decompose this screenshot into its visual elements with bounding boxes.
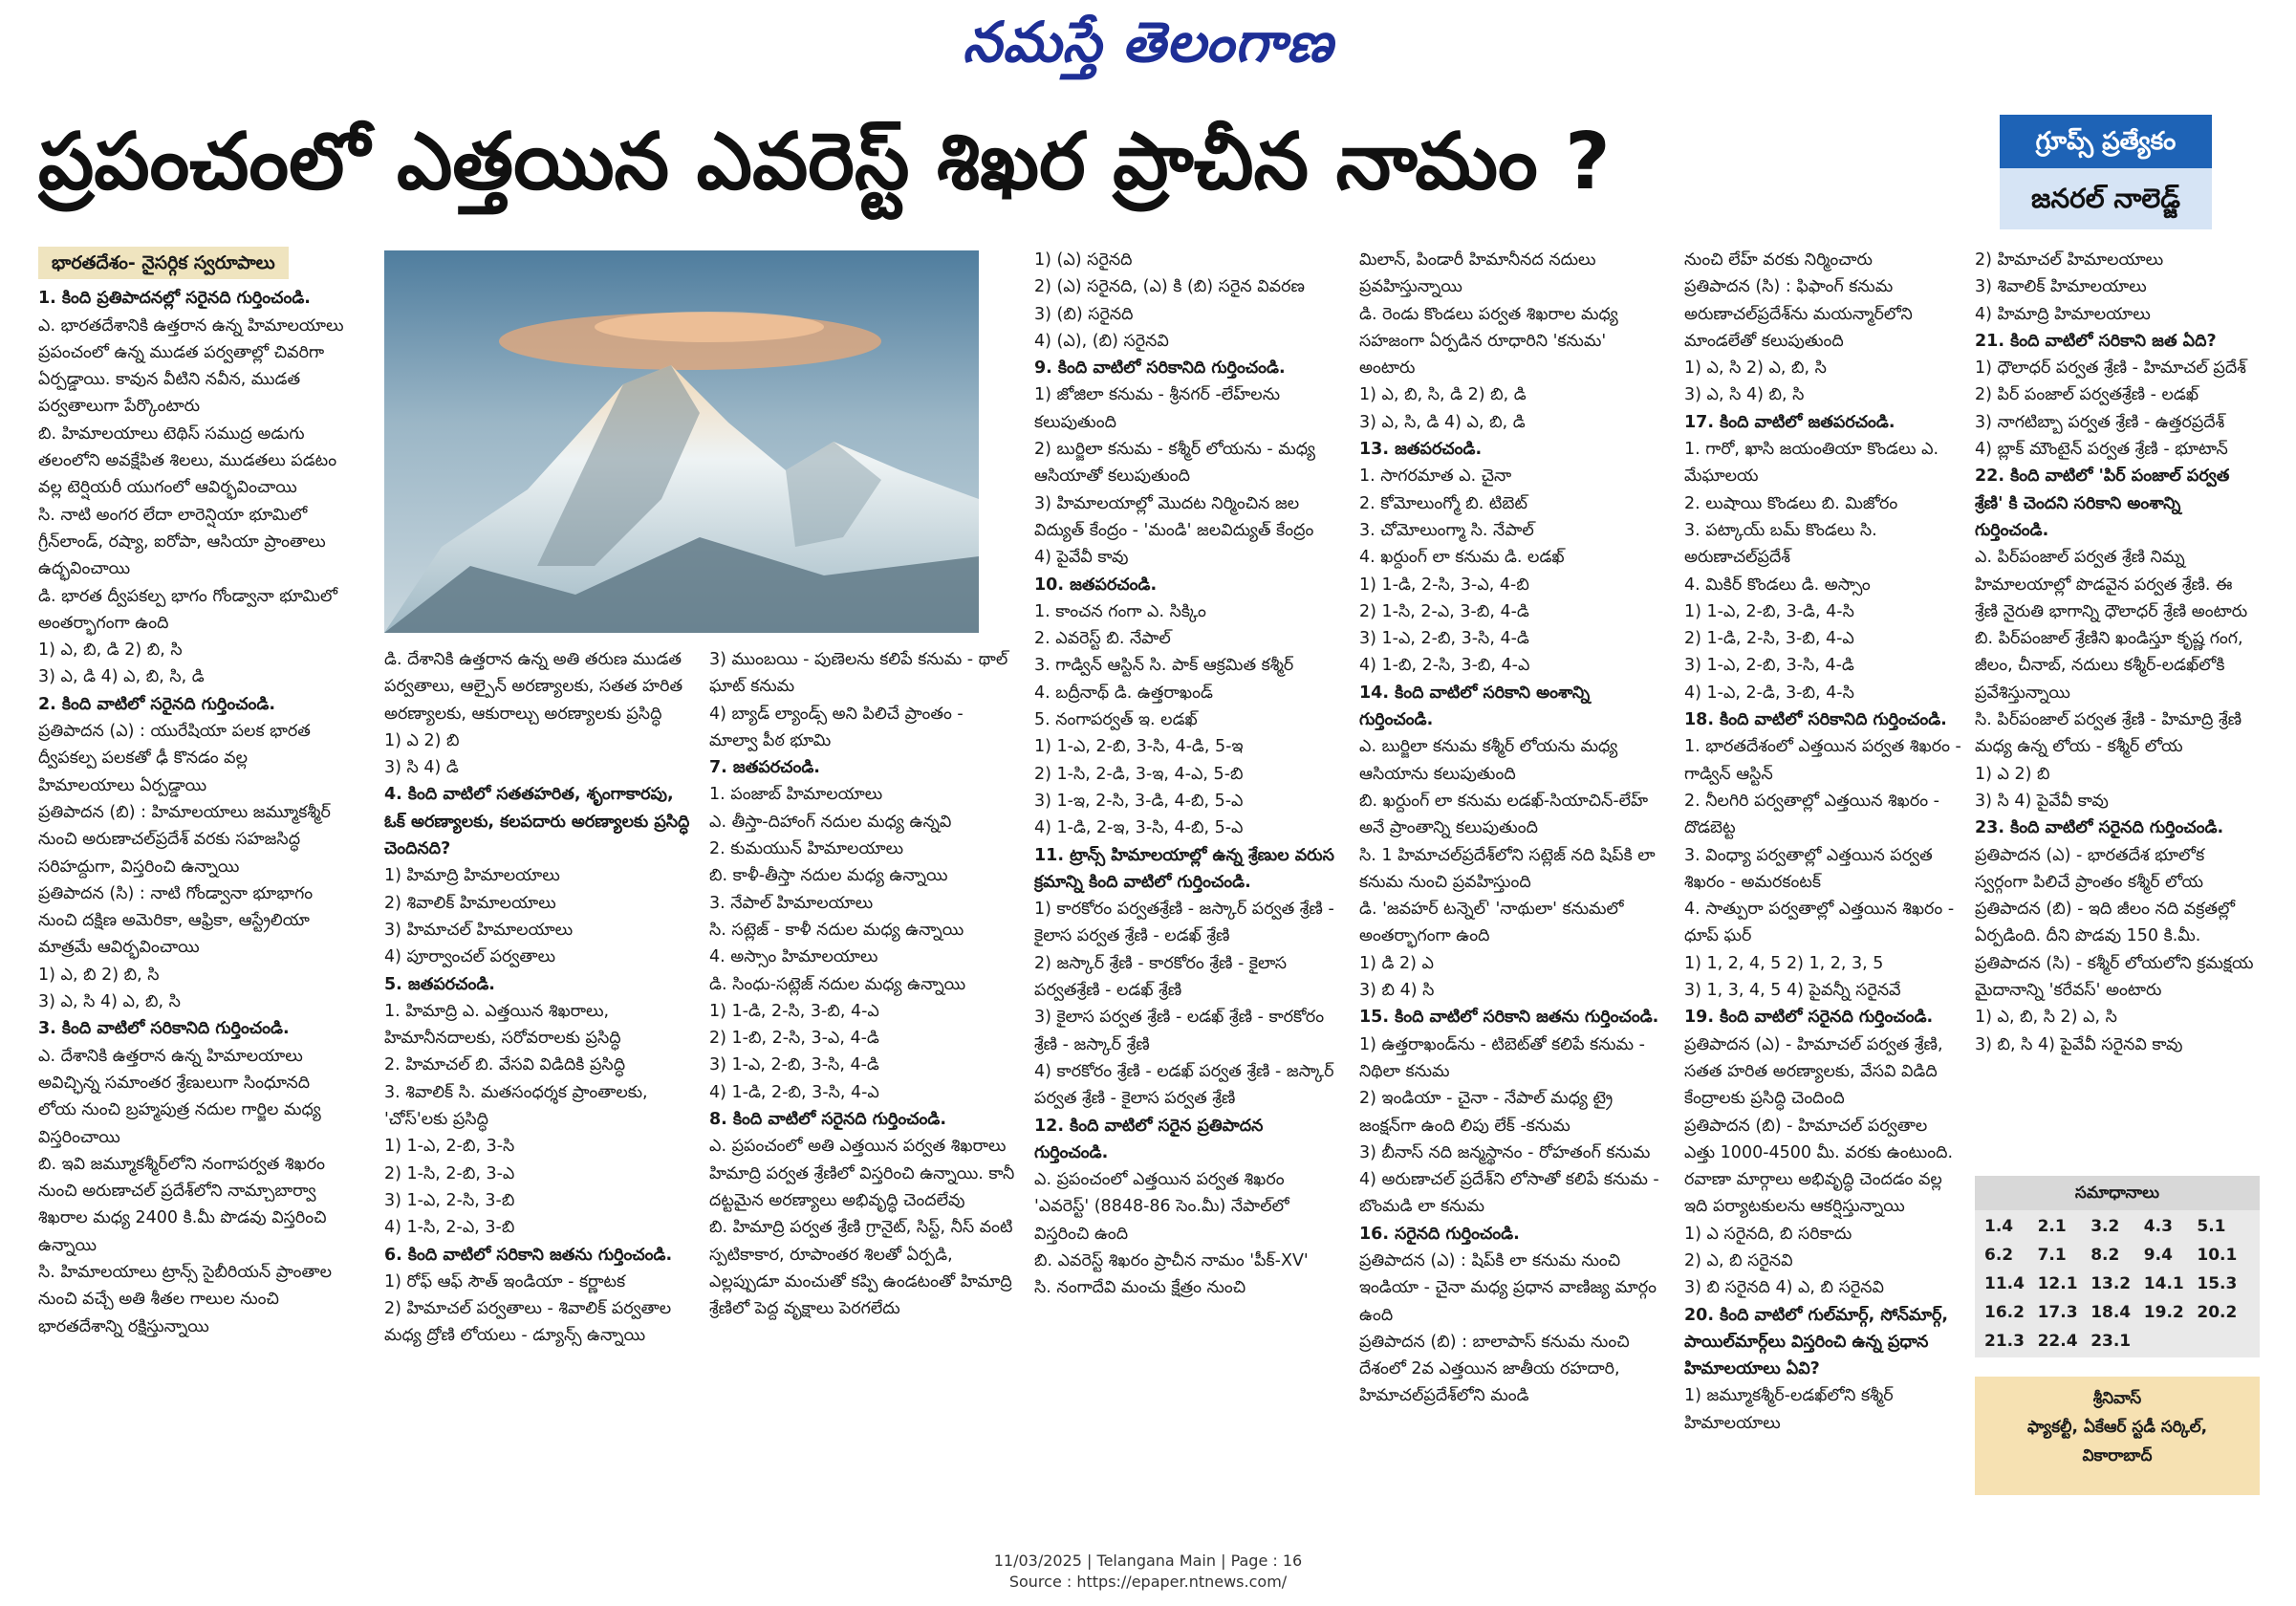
column-2 (384, 646, 690, 1537)
author-name: శ్రీనివాస్ (2092, 1389, 2142, 1408)
question-text: 1. కింది ప్రతిపాదనల్లో సరైనది గుర్తించండి. (38, 289, 311, 309)
answer-item: 15.3 (2197, 1274, 2238, 1293)
option-text: 1) జమ్మూకశ్మీర్-లడఖ్‌లోని కశ్మీర్ హిమాలయాలు (1684, 1386, 1894, 1433)
answer-item: 12.1 (2037, 1274, 2078, 1293)
option-text: బి. ఖర్దుంగ్ లా కనుమ లడఖ్-సియాచిన్-లేహ్ అనే ప్రాంతాన్ని కలుపుతుంది (1359, 791, 1649, 838)
question-text: 9. కింది వాటిలో సరికానిది గుర్తించండి. (1034, 358, 1286, 379)
option-text: ఎ. బుర్జిలా కనుమ కశ్మీర్ లోయను మధ్య ఆసియాను కలుపుతుంది (1359, 737, 1618, 784)
question-text: 21. కింది వాటిలో సరికాని జత ఏది? (1975, 331, 2217, 351)
option-text: 2) 1-సి, 2-ఎ, 3-బి, 4-డి (1359, 601, 1529, 621)
author-byline (1975, 1377, 2260, 1495)
answer-item: 17.3 (2037, 1303, 2078, 1322)
question-text: 5. జతపరచండి. (384, 974, 495, 994)
column-7 (1975, 247, 2260, 1164)
option-text: ఎ. తీస్తా-దిహాంగ్ నదుల మధ్య ఉన్నవి (709, 812, 952, 832)
option-text: ప్రతిపాదన (సి) : నాటి గోండ్వానా భూభాగం నుంచి దక్షిణ అమెరికా, ఆఫ్రికా, ఆస్ట్రేలియా మాత్రమే ఆవిర్భవించాయి (38, 883, 314, 958)
tag-general-knowledge: జనరల్ నాలెడ్జ్ (2000, 168, 2212, 229)
option-text: 1) ఎ, బి, డి 2) బి, సి (38, 640, 183, 661)
option-text: 3) హిమాచల్ హిమాలయాలు (384, 920, 574, 940)
column-2-body (384, 646, 690, 1350)
option-text: డి. దేశానికి ఉత్తరాన ఉన్న అతి తరుణ ముడత పర్వతాలు, ఆల్పైన్ అరణ్యాలకు, సతత హరిత అరణ్యాలకు, ఆకురాల్చు అరణ్యాలకు ప్రసిద్ధి (384, 650, 683, 724)
option-text: 1. హిమాద్రి ఎ. ఎత్తయిన శిఖరాలు, హిమానీనదాలకు, సరోవరాలకు ప్రసిద్ధి (384, 1001, 621, 1049)
option-text: సి. హిమాలయాలు ట్రాన్స్ సైబీరియన్ ప్రాంతాల నుంచి వచ్చే అతి శీతల గాలుల నుంచి భారతదేశాన్ని రక్షిస్తున్నాయి (38, 1262, 332, 1336)
option-text: 2. లుషాయి కొండలు బి. మిజోరం (1684, 493, 1898, 513)
column-6 (1684, 247, 1961, 1537)
option-text: సి. నాటి అంగర లేదా లారెన్షియా భూమిలో గ్రీన్‌లాండ్, రష్యా, ఐరోపా, ఆసియా ప్రాంతాలు ఉద్భవించాయి (38, 505, 326, 579)
option-text: 4. బద్రీనాథ్ డి. ఉత్తరాఖండ్ (1034, 683, 1213, 703)
option-text: 4) కారకోరం శ్రేణి - లడఖ్ పర్వత శ్రేణి - జస్కార్ పర్వత శ్రేణి - కైలాస పర్వత శ్రేణి (1034, 1061, 1334, 1109)
option-text: 3) సి 4) పైవేవీ కావు (1975, 791, 2109, 811)
answer-item: 8.2 (2090, 1246, 2120, 1265)
footer-source: Source : https://epaper.ntnews.com/ (1008, 1573, 1288, 1591)
option-text: 1. గారో, ఖాసి జయంతియా కొండలు ఎ. మేఘాలయ (1684, 440, 1939, 487)
answer-item: 11.4 (1984, 1274, 2025, 1293)
column-4-body (1034, 247, 1340, 1302)
option-text: ఎ. భారతదేశానికి ఉత్తరాన ఉన్న హిమాలయాలు ప్రపంచంలో ఉన్న ముడత పర్వతాల్లో చివరిగా ఏర్పడ్డాయి. కావున వీటిని నవీన, ముడత పర్వతాలుగా పేర్కొంటారు (38, 315, 344, 417)
option-text: 3) బి, సి 4) పైవేవీ సరైనవి కావు (1975, 1034, 2183, 1054)
option-text: 2) హిమాచల్ పర్వతాలు - శివాలిక్ పర్వతాల మధ్య ద్రోణి లోయలు - డ్యూన్స్ ఉన్నాయి (384, 1299, 672, 1346)
option-text: 3. వింధ్యా పర్వతాల్లో ఎత్తయిన పర్వత శిఖరం - అమరకంటక్ (1684, 845, 1933, 892)
option-text: సి. సట్లెజ్ - కాళీ నదుల మధ్య ఉన్నాయి (709, 920, 964, 940)
option-text: 3) 1-ఎ, 2-బి, 3-సి, 4-డి (1684, 656, 1854, 676)
option-text: డి. సింధు-సట్లెజ్ నదుల మధ్య ఉన్నాయి (709, 974, 966, 994)
option-text: 3. గాడ్విన్ ఆస్టిన్ సి. పాక్ ఆక్రమిత కశ్మీర్ (1034, 656, 1294, 676)
option-text: నుంచి లేహ్ వరకు నిర్మించారు (1684, 250, 1873, 270)
option-text: 1) ఎ, బి, సి 2) ఎ, సి (1975, 1008, 2117, 1028)
option-text: బి. ఎవరెస్ట్ శిఖరం ప్రాచీన నామం 'పీక్-XV' (1034, 1250, 1309, 1270)
option-text: 2) శివాలిక్ హిమాలయాలు (384, 893, 556, 913)
option-text: 4) 1-సి, 2-ఎ, 3-బి (384, 1218, 515, 1238)
answer-item: 7.1 (2037, 1246, 2067, 1265)
option-text: 3) శివాలిక్ హిమాలయాలు (1975, 277, 2147, 297)
column-3-body (709, 646, 1015, 1322)
option-text: సి. 1 హిమాచల్‌ప్రదేశ్‌లోని సట్లెజ్ నది షిప్‌కి లా కనుమ నుంచి ప్రవహిస్తుంది (1359, 845, 1656, 892)
column-6-body (1684, 247, 1961, 1437)
option-text: 3) ఎ, సి 4) ఎ, బి, సి (38, 992, 181, 1012)
option-text: 4) 1-డి, 2-బి, 3-సి, 4-ఎ (709, 1082, 879, 1102)
option-text: 1) (ఎ) సరైనది (1034, 250, 1133, 270)
option-text: 4) (ఎ), (బి) సరైనవి (1034, 331, 1169, 351)
option-text: ప్రతిపాదన (బి) : బాలాపాస్ కనుమ నుంచి దేశంలో 2వ ఎత్తయిన జాతీయ రహదారి, హిమాచల్‌ప్రదేశ్‌లోని మండి (1359, 1332, 1630, 1406)
answers-title: సమాధానాలు (1975, 1176, 2260, 1210)
option-text: బి. హిమాద్రి పర్వత శ్రేణి గ్రానైట్, సిస్ట్, నీస్ వంటి స్పటికాకార, రూపాంతర శిలతో ఏర్పడి, ఎల్లప్పుడూ మంచుతో కప్పి ఉండటంతో హిమాద్రి శ్రేణిలో పెద్ద వృక్షాలు పెరగలేదు (709, 1218, 1013, 1319)
option-text: ప్రతిపాదన (బి) - ఇది జీలం నది వక్రతల్లో ఏర్పడింది. దీని పొడవు 150 కి.మీ. (1975, 900, 2235, 946)
option-text: 3) ముంబయి - పుణెలను కలిపే కనుమ - థాల్ ఘాట్ కనుమ (709, 650, 1008, 697)
option-text: బి. ఇవి జమ్మూకశ్మీర్‌లోని నంగాపర్వత శిఖరం నుంచి అరుణాచల్ ప్రదేశ్‌లోని నామ్చాబార్వా శిఖరాల మధ్య 2400 కి.మీ పొడవు విస్తరించి ఉన్నాయి (38, 1154, 327, 1255)
option-text: ఎ. ప్రపంచంలో ఎత్తయిన పర్వత శిఖరం 'ఎవరెస్ట్' (8848-86 సెం.మీ) నేపాల్‌లో విస్తరించి ఉంది (1034, 1170, 1289, 1244)
option-text: 3) బి 4) సి (1359, 981, 1435, 1001)
option-text: ఎ. ప్రపంచంలో అతి ఎత్తయిన పర్వత శిఖరాలు హిమాద్రి పర్వత శ్రేణిలో విస్తరించి ఉన్నాయి. కానీ దట్టమైన అరణ్యాలు అభివృద్ధి చెందలేవు (709, 1137, 1015, 1210)
option-text: 4) పైవేవీ కావు (1034, 548, 1129, 568)
option-text: 3) 1-ఎ, 2-సి, 3-బి (384, 1190, 515, 1210)
option-text: డి. 'జవహర్ టన్నెల్' 'నాథులా' కనుమలో అంతర్భాగంగా ఉంది (1359, 900, 1624, 946)
option-text: 3) 1-ఎ, 2-బి, 3-సి, 4-డి (709, 1055, 879, 1075)
question-text: 10. జతపరచండి. (1034, 575, 1158, 595)
option-text: ప్రతిపాదన (సి) - కశ్మీర్ లోయలోని క్రమక్షయ మైదానాన్ని 'కరేవస్' అంటారు (1975, 953, 2254, 1001)
option-text: 3) బి సరైనది 4) ఎ, బి సరైనవి (1684, 1278, 1884, 1298)
option-text: 3) 1-ఇ, 2-సి, 3-డి, 4-బి, 5-ఎ (1034, 791, 1244, 811)
option-text: 1) కారకోరం పర్వతశ్రేణి - జస్కార్ పర్వత శ్రేణి - కైలాస పర్వత శ్రేణి - లడఖ్ శ్రేణి (1034, 900, 1334, 946)
question-text: 4. కింది వాటిలో సతతహరిత, శృంగాకారపు, ఓక్ అరణ్యాలకు, కలపదారు అరణ్యాలకు ప్రసిద్ధి చెందినది? (384, 785, 690, 859)
option-text: 2) హిమాచల్ హిమాలయాలు (1975, 250, 2164, 270)
answer-item: 2.1 (2037, 1217, 2067, 1236)
question-text: 22. కింది వాటిలో 'పిర్ పంజాల్ పర్వత శ్రేణి' కి చెందని సరికాని అంశాన్ని గుర్తించండి. (1975, 467, 2230, 540)
option-text: 1) 1-ఎ, 2-బి, 3-డి, 4-సి (1684, 601, 1854, 621)
option-text: 2) బుర్జిలా కనుమ - కశ్మీర్ లోయను - మధ్య ఆసియాతో కలుపుతుంది (1034, 440, 1316, 487)
option-text: సి. పిర్‌పంజాల్ పర్వత శ్రేణి - హిమాద్రి శ్రేణి మధ్య ఉన్న లోయ - కశ్మీర్ లోయ (1975, 710, 2242, 757)
column-5 (1359, 247, 1665, 1537)
answer-item: 4.3 (2143, 1217, 2173, 1236)
question-text: 15. కింది వాటిలో సరికాని జతను గుర్తించండి. (1359, 1008, 1659, 1028)
option-text: 1) డి 2) ఎ (1359, 953, 1435, 973)
option-text: ప్రతిపాదన (ఎ) : యురేషియా పలక భారత ద్వీపకల్ప పలకతో ఢీ కొనడం వల్ల హిమాలయాలు ఏర్పడ్డాయి (38, 722, 311, 795)
option-text: 3) 1-ఎ, 2-బి, 3-సి, 4-డి (1359, 629, 1529, 649)
column-5-body (1359, 247, 1665, 1410)
option-text: బి. హిమాలయాలు టెథిస్ సముద్ర అడుగు తలంలోని అవక్షేపిత శిలలు, ముడతలు పడటం వల్ల టెర్షియరీ యుగంలో ఆవిర్భవించాయి (38, 423, 337, 498)
option-text: సి. నంగాదేవి మంచు క్షేత్రం నుంచి (1034, 1278, 1246, 1298)
option-text: ప్రతిపాదన (సి) : ఫిఫాంగ్ కనుమ అరుణాచల్‌ప్రదేశ్‌ను మయన్మార్‌లోని మాండలే‌తో కలుపుతుంది (1684, 277, 1913, 351)
option-text: 1) 1-డి, 2-సి, 3-బి, 4-ఎ (709, 1001, 879, 1021)
option-text: 3. శివాలిక్ సి. మతసంధర్శక ప్రాంతాలకు, 'చోస్'లకు ప్రసిద్ధి (384, 1082, 648, 1130)
answers-grid (1975, 1210, 2260, 1357)
question-text: 2. కింది వాటిలో సరైనది గుర్తించండి. (38, 694, 275, 714)
option-text: ప్రతిపాదన (ఎ) - హిమాచల్ పర్వత శ్రేణి, సతత హరిత అరణ్యాలకు, వేసవి విడిది కేంద్రాలకు ప్రసిద్ధి చెందింది (1684, 1034, 1943, 1109)
option-text: 2) 1-సి, 2-బి, 3-ఎ (384, 1163, 515, 1183)
option-text: డి. రెండు కొండలు పర్వత శిఖరాల మధ్య సహజంగా ఏర్పడిన రూధారిని 'కనుమ' అంటారు (1359, 304, 1618, 379)
option-text: 2. కుమయున్ హిమాలయాలు (709, 839, 904, 859)
option-text: బి. పిర్‌పంజాల్ శ్రేణిని ఖండిస్తూ కృష్ణ గంగ, జీలం, చీనాబ్, నదులు కశ్మీర్-లడఖ్‌లోకి ప్రవేశిస్తున్నాయి (1975, 629, 2243, 703)
question-text: 6. కింది వాటిలో సరికాని జతను గుర్తించండి. (384, 1245, 673, 1265)
option-text: 4. అస్సాం హిమాలయాలు (709, 947, 878, 967)
option-text: 1. పంజాబ్ హిమాలయాలు (709, 785, 883, 805)
option-text: 1) 1-ఎ, 2-బి, 3-సి, 4-డి, 5-ఇ (1034, 737, 1244, 757)
option-text: 3) 1, 3, 4, 5 4) పైవన్నీ సరైనవే (1684, 981, 1901, 1001)
question-text: 8. కింది వాటిలో సరైనది గుర్తించండి. (709, 1110, 946, 1130)
question-text: 3. కింది వాటిలో సరికానిది గుర్తించండి. (38, 1019, 290, 1039)
newspaper-logo: నమస్తే తెలంగాణ (963, 10, 1333, 75)
mountain-image (384, 250, 979, 633)
option-text: 1) ధౌలాధర్ పర్వత శ్రేణి - హిమాచల్ ప్రదేశ్ (1975, 358, 2246, 379)
answer-item: 16.2 (1984, 1303, 2025, 1322)
headline: ప్రపంచంలో ఎత్తయిన ఎవరెస్ట్ శిఖర ప్రాచీన నామం ? (38, 117, 1611, 207)
section-heading: భారతదేశం- నైసర్గిక స్వరూపాలు (38, 247, 289, 279)
option-text: డి. భారత ద్వీపకల్ప భాగం గోండ్వానా భూమిలో అంతర్భాగంగా ఉంది (38, 586, 338, 633)
question-text: 11. ట్రాన్స్ హిమాలయాల్లో ఉన్న శ్రేణుల వరుస క్రమాన్ని కింది వాటిలో గుర్తించండి. (1034, 845, 1334, 892)
answer-item: 23.1 (2090, 1332, 2132, 1351)
option-text: 1) 1-ఎ, 2-బి, 3-సి (384, 1137, 515, 1157)
option-text: 3) సి 4) డి (384, 758, 459, 778)
section-tag (2000, 115, 2212, 229)
option-text: ప్రతిపాదన (బి) - హిమాచల్ పర్వతాల ఎత్తు 1000-4500 మీ. వరకు ఉంటుంది. రవాణా మార్గాలు అభివృద్ధి చెందడం వల్ల ఇది పర్యాటకులను ఆకర్షిస్తున్నాయి (1684, 1116, 1954, 1217)
option-text: ఎ. పిర్‌పంజాల్ పర్వత శ్రేణి నిమ్న హిమాలయాల్లో పొడవైన పర్వత శ్రేణి. ఈ శ్రేణి నైరుతి భాగాన్ని ధౌలాధర్ శ్రేణి అంటారు (1975, 548, 2248, 621)
answer-item: 21.3 (1984, 1332, 2025, 1351)
option-text: 1) జోజిలా కనుమ - శ్రీనగర్ -లేహ్‌లను కలుపుతుంది (1034, 385, 1281, 432)
option-text: 2. కోమోలుంగ్మో బి. టిబెట్ (1359, 493, 1528, 513)
option-text: 1) ఉత్తరాఖండ్‌ను - టిబెట్‌తో కలిపే కనుమ - నిథిలా కనుమ (1359, 1034, 1645, 1081)
option-text: 1) రోఫ్ ఆఫ్ సౌత్ ఇండియా - కర్ణాటక (384, 1271, 626, 1291)
option-text: 3. నేపాల్ హిమాలయాలు (709, 893, 874, 913)
option-text: ప్రతిపాదన (బి) : హిమాలయాలు జమ్మూకశ్మీర్ నుంచి అరుణాచల్‌ప్రదేశ్ వరకు సహజసిద్ధ సరిహద్దుగా, విస్తరించి ఉన్నాయి (38, 802, 331, 877)
column-4 (1034, 247, 1340, 1537)
option-text: బి. కాళీ-తీస్తా నదుల మధ్య ఉన్నాయి (709, 866, 948, 886)
option-text: మిలాన్, పిండారీ హిమానీనద నదులు ప్రవహిస్తున్నాయి (1359, 250, 1596, 297)
option-text: 4) అరుణాచల్ ప్రదేశ్‌ని లోసాతో కలిపే కనుమ - బొంమడి లా కనుమ (1359, 1170, 1659, 1217)
option-text: 2) (ఎ) సరైనది, (ఎ) కి (బి) సరైన వివరణ (1034, 277, 1305, 297)
option-text: 4) 1-బి, 2-సి, 3-బి, 4-ఎ (1359, 656, 1530, 676)
option-text: 1. సాగరమాత ఎ. చైనా (1359, 467, 1512, 487)
option-text: 3. చోమోలుంగ్మా సి. నేపాల్ (1359, 520, 1534, 540)
answer-item: 22.4 (2037, 1332, 2078, 1351)
answer-item: 13.2 (2090, 1274, 2132, 1293)
option-text: 3) హిమాలయాల్లో మొదట నిర్మించిన జల విద్యుత్ కేంద్రం - 'మండి' జలవిద్యుత్ కేంద్రం (1034, 493, 1314, 540)
question-text: 18. కింది వాటిలో సరికానిది గుర్తించండి. (1684, 710, 1947, 730)
option-text: 3) నాగటిబ్బా పర్వత శ్రేణి - ఉత్తరప్రదేశ్ (1975, 412, 2225, 432)
answer-item: 5.1 (2197, 1217, 2226, 1236)
question-text: 13. జతపరచండి. (1359, 440, 1483, 460)
answer-item: 14.1 (2143, 1274, 2184, 1293)
option-text: 3) ఎ, డి 4) ఎ, బి, సి, డి (38, 667, 205, 687)
option-text: 2. హిమాచల్ బి. వేసవి విడిదికి ప్రసిద్ధి (384, 1055, 626, 1075)
question-text: 19. కింది వాటిలో సరైనది గుర్తించండి. (1684, 1008, 1934, 1028)
option-text: 2. నీలగిరి పర్వతాల్లో ఎత్తయిన శిఖరం - దొడబెట్ట (1684, 791, 1940, 838)
question-text: 17. కింది వాటిలో జతపరచండి. (1684, 412, 1895, 432)
option-text: 2) 1-సి, 2-డి, 3-ఇ, 4-ఎ, 5-బి (1034, 764, 1244, 784)
column-1 (38, 247, 344, 1537)
option-text: 3) (బి) సరైనది (1034, 304, 1134, 324)
column-3 (709, 646, 1015, 1537)
option-text: 4) హిమాద్రి హిమాలయాలు (1975, 304, 2151, 324)
option-text: 2) ఎ, బి సరైనవి (1684, 1250, 1793, 1270)
question-text: 16. సరైనది గుర్తించండి. (1359, 1224, 1520, 1244)
option-text: 2. ఎవరెస్ట్ బి. నేపాల్ (1034, 629, 1171, 649)
option-text: 3. పట్కాయ్ బమ్ కొండలు సి. అరుణాచల్‌ప్రదేశ్ (1684, 520, 1877, 568)
author-place: వికారాబాద్ (2082, 1446, 2153, 1465)
answer-item: 6.2 (1984, 1246, 2014, 1265)
option-text: 3) ఎ, సి, డి 4) ఎ, బి, డి (1359, 412, 1526, 432)
option-text: 1) 1-డి, 2-సి, 3-ఎ, 4-బి (1359, 575, 1529, 595)
option-text: 5. నంగాపర్వత్ ఇ. లడఖ్ (1034, 710, 1198, 730)
column-1-body (38, 285, 344, 1340)
answer-item: 19.2 (2143, 1303, 2184, 1322)
question-text: 7. జతపరచండి. (709, 758, 820, 778)
question-text: 20. కింది వాటిలో గుల్‌మార్గ్, సోన్‌మార్గ్, పాయిల్‌మార్గ్‌లు విస్తరించి ఉన్న ప్రధాన హిమాలయాలు ఏవి? (1684, 1305, 1949, 1379)
option-text: 1. కాంచన గంగా ఎ. సిక్కిం (1034, 601, 1206, 621)
answer-item: 3.2 (2090, 1217, 2120, 1236)
footer-date-page: 11/03/2025 | Telangana Main | Page : 16 (993, 1552, 1303, 1570)
answer-item: 1.4 (1984, 1217, 2014, 1236)
answers-box (1975, 1176, 2260, 1357)
question-text: 12. కింది వాటిలో సరైన ప్రతిపాదన గుర్తించండి. (1034, 1116, 1264, 1162)
tag-groups-special: గ్రూప్స్ ప్రత్యేకం (2000, 115, 2212, 168)
option-text: 4) 1-డి, 2-ఇ, 3-సి, 4-బి, 5-ఎ (1034, 818, 1244, 838)
answer-item: 20.2 (2197, 1303, 2238, 1322)
option-text: 3) కైలాస పర్వత శ్రేణి - లడఖ్ శ్రేణి - కారకోరం శ్రేణి - జస్కార్ శ్రేణి (1034, 1008, 1325, 1054)
option-text: 4. సాత్పురా పర్వతాల్లో ఎత్తయిన శిఖరం - ధూప్ ఘర్ (1684, 900, 1955, 946)
option-text: 1) హిమాద్రి హిమాలయాలు (384, 866, 560, 886)
page-footer (0, 1551, 2296, 1593)
option-text: 4) బ్లాక్ మౌంటైన్ పర్వత శ్రేణి - భూటాన్ (1975, 440, 2228, 460)
option-text: 1) ఎ, బి 2) బి, సి (38, 965, 160, 985)
option-text: ప్రతిపాదన (ఎ) : షిప్‌కి లా కనుమ నుంచి ఇండియా - చైనా మధ్య ప్రధాన వాణిజ్య మార్గం ఉంది (1359, 1250, 1657, 1325)
author-affiliation: ఫ్యాకల్టీ, ఏకేఆర్ స్టడీ సర్కిల్, (2026, 1418, 2208, 1437)
option-text: 4) బ్యాడ్ ల్యాండ్స్ అని పిలిచే ప్రాంతం - మాల్వా పీఠ భూమి (709, 704, 964, 750)
option-text: 1) ఎ సరైనది, బి సరికాదు (1684, 1224, 1852, 1244)
answer-item: 10.1 (2197, 1246, 2238, 1265)
option-text: 2) పిర్ పంజాల్ పర్వతశ్రేణి - లడఖ్ (1975, 385, 2199, 405)
question-text: 23. కింది వాటిలో సరైనది గుర్తించండి. (1975, 818, 2224, 838)
answer-item: 18.4 (2090, 1303, 2132, 1322)
answer-item: 9.4 (2143, 1246, 2173, 1265)
option-text: 1) ఎ, బి, సి, డి 2) బి, డి (1359, 385, 1527, 405)
option-text: 1. భారతదేశంలో ఎత్తయిన పర్వత శిఖరం - గాడ్విన్ ఆస్టిన్ (1684, 737, 1961, 784)
option-text: 1) 1, 2, 4, 5 2) 1, 2, 3, 5 (1684, 953, 1884, 973)
option-text: 3) ఎ, సి 4) బి, సి (1684, 385, 1805, 405)
option-text: 4) 1-ఎ, 2-డి, 3-బి, 4-సి (1684, 683, 1854, 703)
option-text: 4) పూర్వాంచల్ పర్వతాలు (384, 947, 556, 967)
option-text: 1) ఎ 2) బి (1975, 764, 2050, 784)
option-text: ఎ. దేశానికి ఉత్తరాన ఉన్న హిమాలయాలు అవిచ్ఛిన్న సమాంతర శ్రేణులుగా సింధూనది లోయ నుంచి బ్రహ్మపుత్ర నదుల గార్జిల మధ్య విస్తరించాయి (38, 1046, 321, 1147)
question-text: 14. కింది వాటిలో సరికాని అంశాన్ని గుర్తించండి. (1359, 683, 1591, 730)
option-text: ప్రతిపాదన (ఎ) - భారతదేశ భూలోక స్వర్గంగా పిలిచే ప్రాంతం కశ్మీర్ లోయ (1975, 845, 2205, 892)
option-text: 4. మికిర్ కొండలు డి. అస్సాం (1684, 575, 1871, 595)
option-text: 2) ఇండియా - చైనా - నేపాల్ మధ్య ట్రై జంక్షన్‌గా ఉంది లిపు లేక్ -కనుమ (1359, 1089, 1614, 1136)
option-text: 2) జస్కార్ శ్రేణి - కారకోరం శ్రేణి - కైలాస పర్వతశ్రేణి - లడఖ్ శ్రేణి (1034, 953, 1288, 1001)
option-text: 4. ఖర్దుంగ్ లా కనుమ డి. లడఖ్ (1359, 548, 1565, 568)
everest-photo (384, 250, 979, 633)
option-text: 1) ఎ 2) బి (384, 730, 460, 750)
option-text: 3) బీనాస్ నది జన్మస్థానం - రోహతంగ్ కనుమ (1359, 1142, 1651, 1162)
column-7-body (1975, 247, 2260, 1058)
option-text: 2) 1-బి, 2-సి, 3-ఎ, 4-డి (709, 1029, 879, 1049)
option-text: 1) ఎ, సి 2) ఎ, బి, సి (1684, 358, 1827, 379)
masthead (0, 0, 2296, 82)
option-text: 2) 1-డి, 2-సి, 3-బి, 4-ఎ (1684, 629, 1854, 649)
